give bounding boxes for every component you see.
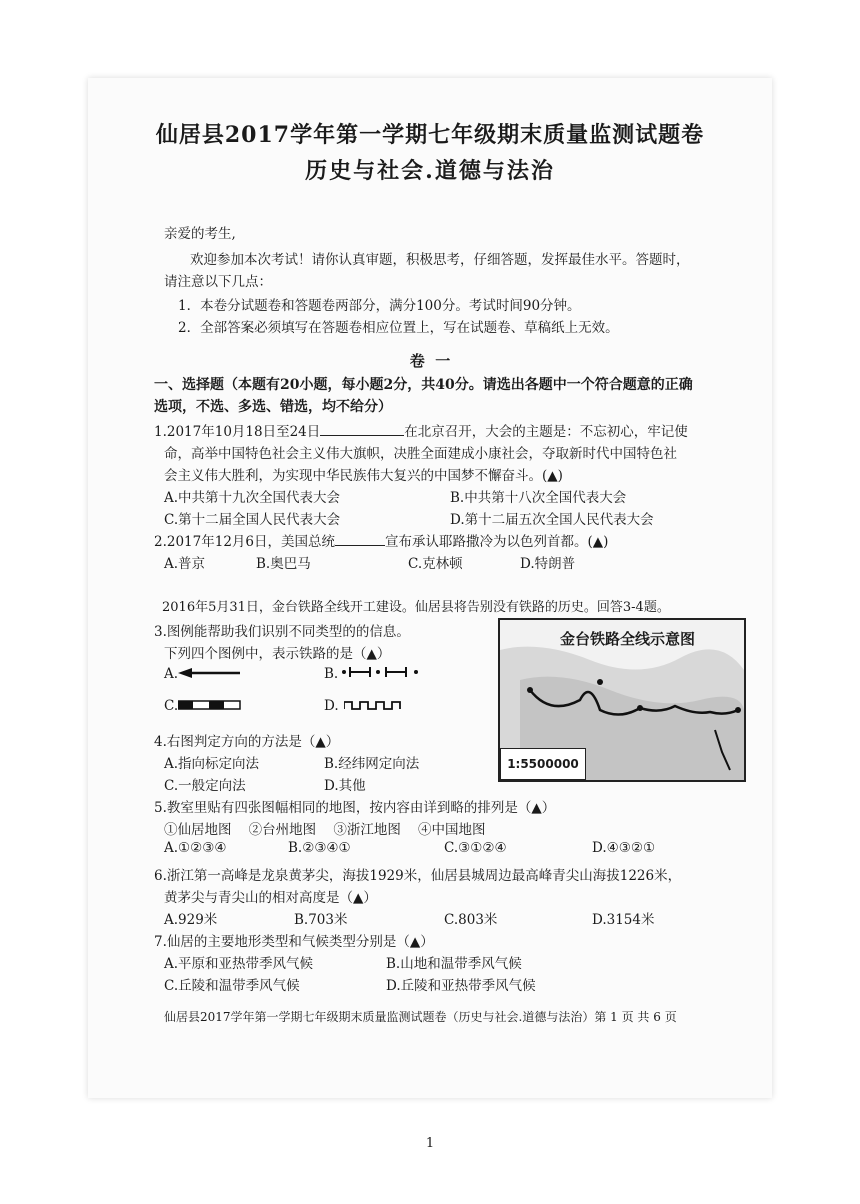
- intro-line-2: 请注意以下几点：: [164, 274, 272, 290]
- scanned-page: [88, 78, 772, 1098]
- intro-line-1: 欢迎参加本次考试！请你认真审题，积极思考，仔细答题，发挥最佳水平。答题时，: [190, 252, 690, 268]
- section-instruction-2: 选项，不选、多选、错选，均不给分）: [154, 399, 392, 415]
- q5-items: ①仙居地图 ②台州地图 ③浙江地图 ④中国地图: [164, 822, 486, 838]
- q2-option-b: B.奥巴马: [256, 556, 311, 572]
- q7-option-d: D.丘陵和亚热带季风气候: [386, 978, 536, 994]
- q1-stem-1: 1.2017年10月18日至24日 在北京召开，大会的主题是：不忘初心，牢记使: [154, 420, 688, 440]
- section-instruction-1: 一、选择题（本题有20小题，每小题2分，共40分。请选出各题中一个符合题意的正确: [154, 377, 693, 393]
- section-heading: 卷 一: [409, 352, 451, 370]
- q3-option-a: A.: [164, 666, 179, 682]
- q3-option-b: B.: [324, 666, 339, 682]
- q1-option-a: A.中共第十九次全国代表大会: [164, 490, 341, 506]
- q2-option-d: D.特朗普: [520, 556, 576, 572]
- q6-stem-2: 黄茅尖与青尖山的相对高度是（▲）: [164, 890, 377, 906]
- map-title: 金台铁路全线示意图: [560, 630, 696, 648]
- q2-blank: [335, 531, 385, 546]
- q7-option-b: B.山地和温带季风气候: [386, 956, 522, 972]
- q4-stem: 4.右图判定方向的方法是（▲）: [154, 734, 340, 750]
- q5-option-a: A.①②③④: [164, 840, 227, 856]
- q7-option-a: A.平原和亚热带季风气候: [164, 956, 314, 972]
- legend-railway-icon: [178, 698, 242, 712]
- q3-option-c: C.: [164, 698, 179, 714]
- q2-option-a: A.普京: [164, 556, 206, 572]
- q1-blank: [320, 421, 404, 436]
- q5-option-d: D.④③②①: [592, 840, 656, 856]
- exam-title: 仙居县2017学年第一学期七年级期末质量监测试题卷: [155, 122, 705, 148]
- exam-subtitle: 历史与社会.道德与法治: [305, 158, 555, 184]
- q3-option-d: D.: [324, 698, 339, 714]
- note-2: 2．全部答案必须填写在答题卷相应位置上，写在试题卷、草稿纸上无效。: [178, 320, 619, 336]
- q3-stem-1: 3.图例能帮助我们识别不同类型的的信息。: [154, 624, 410, 640]
- q6-option-b: B.703米: [294, 912, 348, 928]
- q5-stem: 5.教室里贴有四张图幅相同的地图，按内容由详到略的排列是（▲）: [154, 800, 556, 816]
- greeting: 亲爱的考生,: [164, 226, 236, 242]
- reading-passage: 2016年5月31日，金台铁路全线开工建设。仙居县将告别没有铁路的历史。回答3-4题。: [162, 600, 670, 615]
- q1-stem-3: 会主义伟大胜利，为实现中华民族伟大复兴的中国梦不懈奋斗。(▲): [164, 468, 563, 484]
- q6-option-c: C.803米: [444, 912, 498, 928]
- map-scale: 1:5500000: [500, 748, 586, 780]
- q1-option-b: B.中共第十八次全国代表大会: [450, 490, 627, 506]
- q3-stem-2: 下列四个图例中，表示铁路的是（▲）: [164, 646, 391, 662]
- page-number: 1: [425, 1136, 435, 1151]
- q6-option-a: A.929米: [164, 912, 218, 928]
- q4-option-a: A.指向标定向法: [164, 756, 260, 772]
- q6-option-d: D.3154米: [592, 912, 655, 928]
- q1-option-d: D.第十二届五次全国人民代表大会: [450, 512, 654, 528]
- q4-option-b: B.经纬网定向法: [324, 756, 420, 772]
- legend-arrow-icon: [178, 666, 242, 680]
- legend-boundary-icon: [340, 665, 420, 679]
- q7-stem: 7.仙居的主要地形类型和气候类型分别是（▲）: [154, 934, 434, 950]
- q2-stem: 2.2017年12月6日，美国总统 宣布承认耶路撒冷为以色列首都。(▲): [154, 530, 608, 550]
- q1-stem-2: 命，高举中国特色社会主义伟大旗帜，决胜全面建成小康社会，夺取新时代中国特色社: [164, 446, 677, 462]
- q1-option-c: C.第十二届全国人民代表大会: [164, 512, 341, 528]
- q5-option-c: C.③①②④: [444, 840, 507, 856]
- q4-option-d: D.其他: [324, 778, 366, 794]
- q4-option-c: C.一般定向法: [164, 778, 246, 794]
- q7-option-c: C.丘陵和温带季风气候: [164, 978, 300, 994]
- q2-option-c: C.克林顿: [408, 556, 463, 572]
- q5-option-b: B.②③④①: [288, 840, 351, 856]
- note-1: 1．本卷分试题卷和答题卷两部分，满分100分。考试时间90分钟。: [178, 298, 581, 314]
- page-footer: 仙居县2017学年第一学期七年级期末质量监测试题卷（历史与社会.道德与法治）第 1 页 共 6 页: [164, 1010, 677, 1024]
- railway-map: [498, 618, 746, 782]
- legend-wall-icon: [344, 698, 402, 712]
- q6-stem-1: 6.浙江第一高峰是龙泉黄茅尖，海拔1929米，仙居县城周边最高峰青尖山海拔1226米，: [154, 868, 682, 884]
